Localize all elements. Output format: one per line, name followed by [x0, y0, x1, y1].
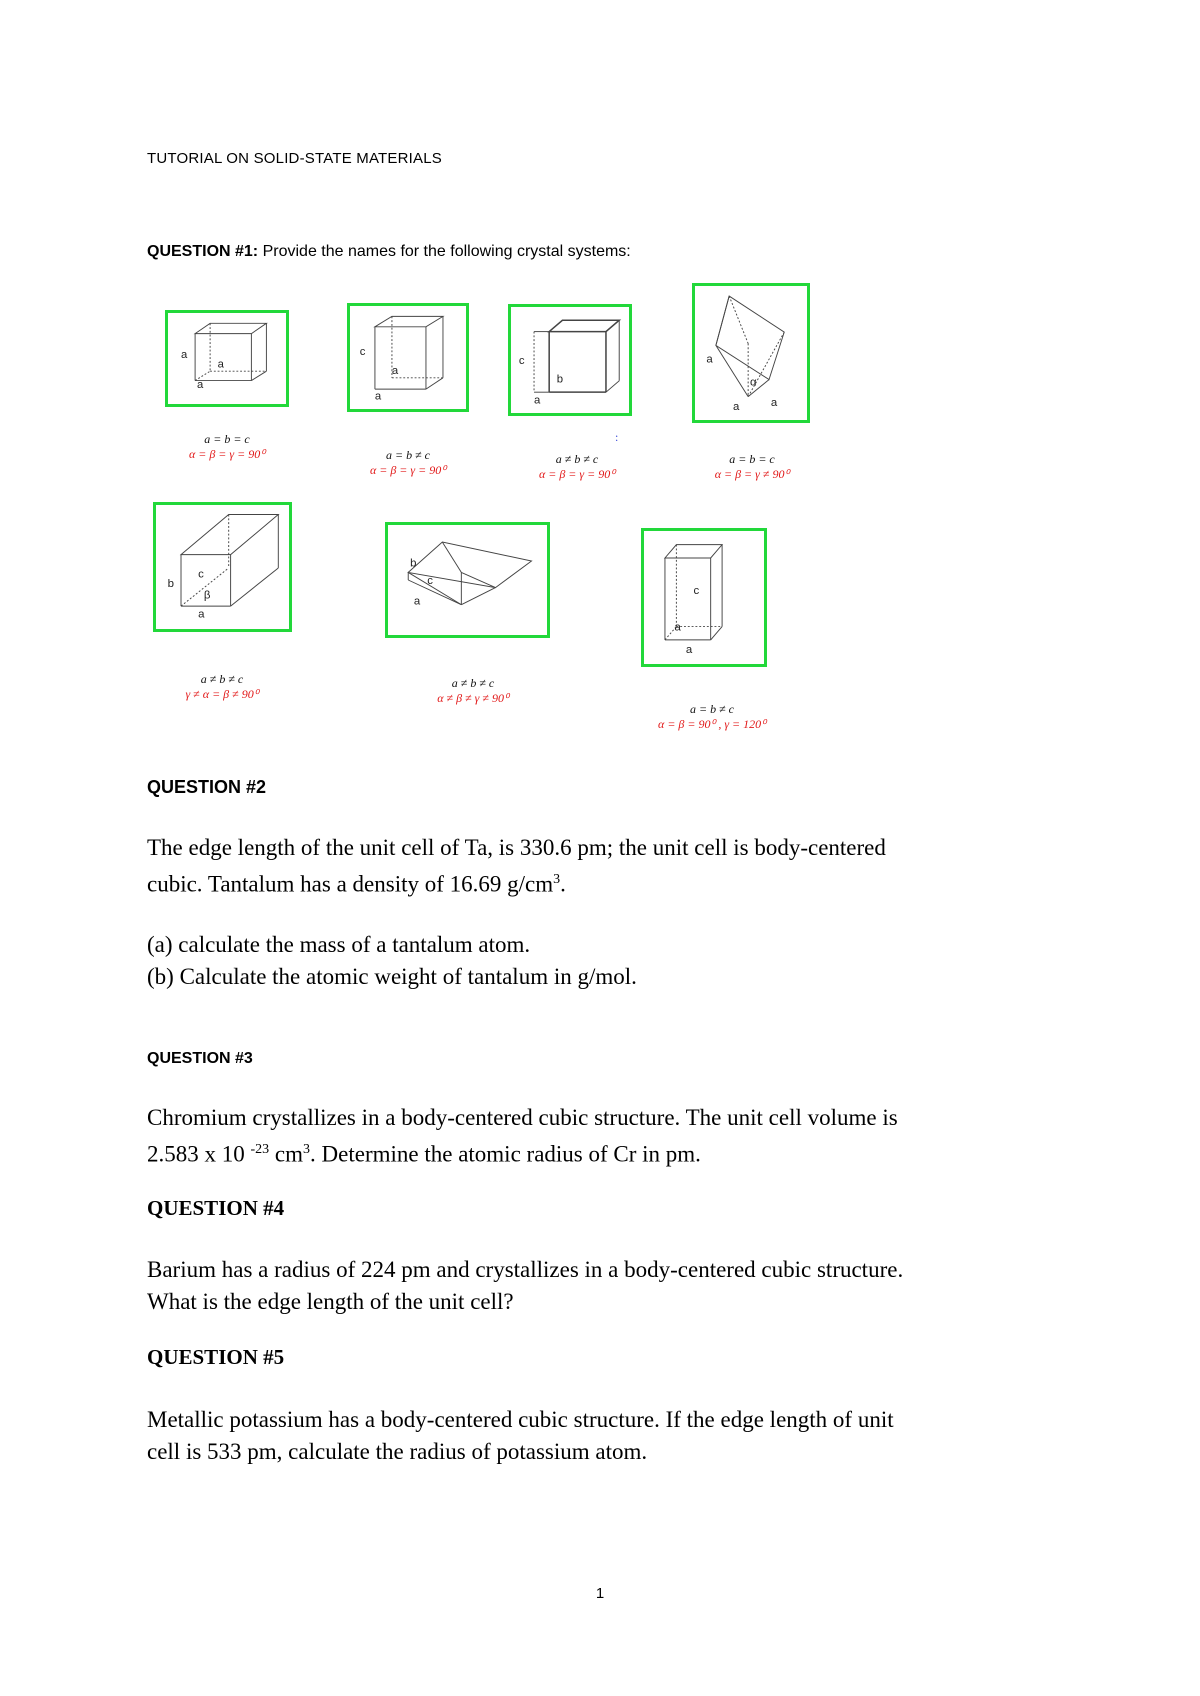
edge-label: a: [181, 349, 188, 362]
caption-triclinic: a ≠ b ≠ c α ≠ β ≠ γ ≠ 90⁰: [437, 676, 509, 705]
edge-label: b: [410, 557, 417, 570]
edge-label: a: [196, 379, 204, 392]
question-1-text: Provide the names for the following crystal systems:: [258, 243, 631, 260]
question-5-line-1: Metallic potassium has a body-centered cubic structure. If the edge length of unit: [147, 1407, 894, 1432]
edge-label: a: [534, 394, 541, 407]
question-3-heading: QUESTION #3: [147, 1050, 253, 1067]
question-3-line-1: Chromium crystallizes in a body-centered cubic structure. The unit cell volume is: [147, 1105, 898, 1130]
question-3-line-2: 2.583 x 10 $^{-23}$ $cm^3$. Determine the atomic radius of Cr in pm.: [147, 1141, 701, 1167]
edge-label: a: [217, 358, 224, 371]
edge-label: b: [167, 578, 175, 591]
angle-label: β: [203, 589, 211, 602]
edge-label: c: [518, 354, 525, 367]
crystal-figure-hexagonal: [641, 528, 767, 667]
caption-monoclinic: a ≠ b ≠ c γ ≠ α = β ≠ 90⁰: [185, 672, 259, 701]
question-2-line-2: cubic. Tantalum has a density of 16.69 $g/cm^3$.: [147, 871, 566, 897]
edge-label: c: [359, 346, 366, 359]
edge-label: a: [770, 397, 778, 410]
crystal-figure-triclinic: [385, 522, 550, 638]
crystal-figure-orthorhombic: [508, 304, 632, 416]
edge-label: c: [693, 585, 700, 598]
question-2-part-a: (a) calculate the mass of a tantalum atom.: [147, 931, 531, 957]
question-4-body: [147, 1254, 1087, 1318]
edge-label: a: [391, 365, 399, 378]
page-header: TUTORIAL ON SOLID-STATE MATERIALS: [147, 150, 442, 167]
caption-tetragonal: a = b ≠ c α = β = γ = 90⁰: [369, 448, 447, 477]
edge-label: c: [427, 574, 433, 587]
edge-label: a: [674, 621, 681, 634]
angle-label: α: [750, 376, 757, 389]
edge-label: c: [198, 568, 204, 581]
caption-cubic: a = b = c α = β = γ = 90⁰: [188, 432, 266, 461]
crystal-figure-monoclinic: [153, 502, 292, 632]
question-2-heading: QUESTION #2: [147, 777, 267, 797]
edge-label: a: [374, 390, 382, 403]
question-4-heading: QUESTION #4: [147, 1196, 285, 1220]
question-1-label: QUESTION #1:: [147, 243, 259, 260]
caption-rhombohedral: a = b = c α = β = γ ≠ 90⁰: [714, 452, 790, 481]
edge-label: a: [732, 400, 740, 413]
crystal-figure-tetragonal: [347, 303, 469, 412]
question-5-body: [147, 1404, 1087, 1468]
stray-mark: :: [615, 430, 619, 444]
question-2-part-b: (b) Calculate the atomic weight of tantalum in g/mol.: [147, 963, 637, 989]
caption-hexagonal: a = b ≠ c α = β = 90⁰ , γ = 120⁰: [658, 702, 766, 731]
edge-label: a: [413, 595, 421, 608]
question-5-heading: QUESTION #5: [147, 1345, 285, 1369]
edge-label: a: [198, 608, 205, 621]
crystal-figure-cubic: [165, 310, 289, 407]
caption-orthorhombic: a ≠ b ≠ c α = β = γ = 90⁰: [538, 452, 616, 481]
question-2-body: [147, 832, 1087, 993]
edge-label: a: [685, 644, 693, 657]
question-2-line-1: The edge length of the unit cell of Ta, is 330.6 pm; the unit cell is body-centered: [147, 835, 886, 860]
question-5-line-2: cell is 533 pm, calculate the radius of potassium atom.: [147, 1439, 648, 1464]
edge-label: b: [556, 373, 564, 386]
question-3-body: [147, 1102, 1087, 1171]
page-number: 1: [595, 1585, 605, 1602]
question-4-line-2: What is the edge length of the unit cell?: [147, 1289, 514, 1314]
crystal-figure-rhombohedral: [692, 283, 810, 423]
question-1: [147, 243, 631, 261]
edge-label: a: [706, 353, 713, 366]
question-4-line-1: Barium has a radius of 224 pm and crystallizes in a body-centered cubic structure.: [147, 1257, 904, 1282]
